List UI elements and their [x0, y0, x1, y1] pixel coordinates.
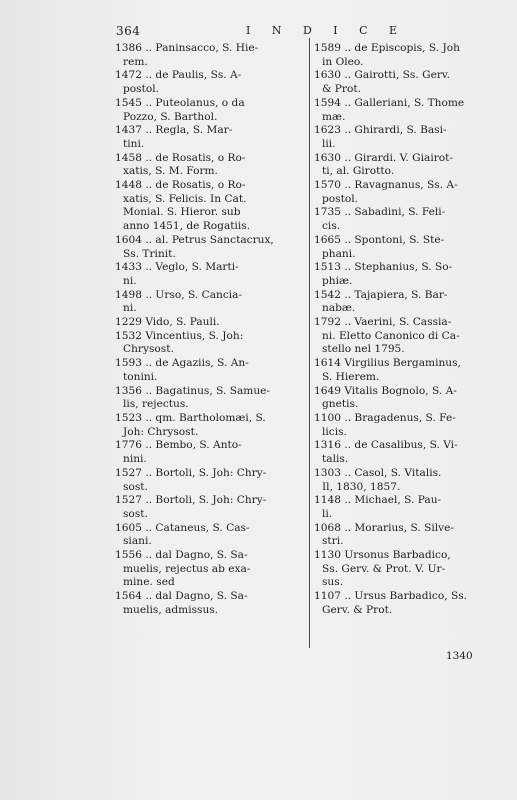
- entry-line: 1148 .. Michael, S. Pau-: [314, 494, 442, 507]
- entry-line: xatis, S. M. Form.: [123, 165, 218, 178]
- index-entry: [115, 549, 306, 590]
- entry-line: muelis, rejectus ab exa-: [123, 562, 251, 575]
- index-entry: [115, 439, 306, 466]
- entry-line: muelis, admissus.: [123, 603, 219, 616]
- index-entry: [115, 522, 306, 549]
- index-entry: [115, 289, 306, 316]
- entry-line: & Prot.: [322, 83, 361, 96]
- entry-line: 1630 .. Gairotti, Ss. Gerv.: [314, 69, 450, 82]
- index-entry: [314, 316, 494, 357]
- index-entry: [115, 234, 306, 261]
- entry-line: 1458 .. de Rosatis, o Ro-: [115, 151, 246, 164]
- left-column: [115, 42, 306, 618]
- index-entry: [314, 234, 494, 261]
- page-number: 364: [116, 24, 141, 38]
- entry-line: S. Hierem.: [322, 370, 380, 383]
- index-entry: [314, 590, 494, 617]
- entry-line: 1303 .. Casol, S. Vitalis.: [314, 466, 442, 479]
- entry-line: sost.: [123, 507, 148, 520]
- index-entry: [115, 494, 306, 521]
- entry-line: 1623 .. Ghirardi, S. Basi-: [314, 124, 447, 137]
- right-column: [314, 42, 494, 618]
- entry-line: ni.: [123, 302, 137, 315]
- entry-line: 1433 .. Veglo, S. Marti-: [115, 261, 239, 274]
- index-entry: [115, 69, 306, 96]
- entry-line: cis.: [322, 220, 341, 233]
- entry-line: 1448 .. de Rosatis, o Ro-: [115, 179, 246, 192]
- index-entry: [314, 467, 494, 494]
- index-entry: [314, 152, 494, 179]
- entry-line: 1523 .. qm. Bartholomæi, S.: [115, 411, 266, 424]
- index-entry: [115, 412, 306, 439]
- entry-line: Joh: Chrysost.: [123, 425, 199, 438]
- entry-line: Ss. Trinit.: [123, 247, 176, 260]
- index-entry: [115, 385, 306, 412]
- index-entry: [314, 69, 494, 96]
- entry-line: li.: [322, 507, 333, 520]
- entry-line: ni.: [123, 274, 137, 287]
- entry-line: 1735 .. Sabadini, S. Feli-: [314, 206, 446, 219]
- entry-line: stri.: [322, 535, 344, 548]
- entry-line: postol.: [322, 192, 358, 205]
- entry-line: 1593 .. de Agaziis, S. An-: [115, 357, 249, 370]
- entry-line: 1356 .. Bagatinus, S. Samue-: [115, 384, 270, 397]
- entry-line: 1130 Ursonus Barbadico,: [314, 549, 451, 562]
- entry-line: postol.: [123, 83, 159, 96]
- entry-line: tini.: [123, 137, 145, 150]
- entry-line: 1604 .. al. Petrus Sanctacrux,: [115, 233, 274, 246]
- index-entry: [115, 124, 306, 151]
- entry-line: 1614 Virgilius Bergaminus,: [314, 357, 461, 370]
- entry-line: siani.: [123, 535, 152, 548]
- entry-line: 1792 .. Vaerini, S. Cassia-: [314, 316, 452, 329]
- entry-line: 1386 .. Paninsacco, S. Hie-: [115, 42, 259, 54]
- entry-line: lis, rejectus.: [123, 398, 189, 411]
- entry-line: 1564 .. dal Dagno, S. Sa-: [115, 590, 248, 603]
- index-entry: [115, 97, 306, 124]
- index-entry: [115, 179, 306, 234]
- index-entry: [314, 439, 494, 466]
- entry-line: sost.: [123, 480, 148, 493]
- index-entry: [115, 42, 306, 69]
- index-entry: [314, 412, 494, 439]
- index-entry: [314, 357, 494, 384]
- entry-line: licis.: [322, 425, 347, 438]
- index-entry: [314, 289, 494, 316]
- entry-line: rem.: [123, 55, 148, 68]
- entry-line: 1665 .. Spontoni, S. Ste-: [314, 233, 445, 246]
- entry-line: in Oleo.: [322, 55, 364, 68]
- index-entry: [115, 152, 306, 179]
- entry-line: ti, al. Girotto.: [322, 165, 395, 178]
- entry-line: lii.: [322, 137, 336, 150]
- entry-line: phani.: [322, 247, 356, 260]
- entry-line: Gerv. & Prot.: [322, 603, 393, 616]
- entry-line: Il, 1830, 1857.: [322, 480, 401, 493]
- entry-line: 1630 .. Girardi. V. Giairot-: [314, 151, 453, 164]
- entry-line: 1570 .. Ravagnanus, Ss. A-: [314, 179, 458, 192]
- column-divider: [309, 38, 310, 648]
- entry-line: 1776 .. Bembo, S. Anto-: [115, 439, 242, 452]
- index-entry: [314, 97, 494, 124]
- index-entry: [115, 316, 306, 330]
- index-entry: [314, 42, 494, 69]
- entry-line: Monial. S. Hieror. sub: [123, 206, 241, 219]
- entry-line: nabæ.: [322, 302, 356, 315]
- index-entry: [115, 467, 306, 494]
- entry-line: mine. sed: [123, 576, 175, 589]
- entry-line: ni. Eletto Canonico di Ca-: [322, 329, 460, 342]
- entry-line: nini.: [123, 453, 147, 466]
- index-entry: [115, 261, 306, 288]
- entry-line: 1437 .. Regla, S. Mar-: [115, 124, 233, 137]
- entry-line: anno 1451, de Rogatiis.: [123, 220, 251, 233]
- index-entry: [115, 330, 306, 357]
- entry-line: gnetis.: [322, 398, 359, 411]
- entry-line: 1527 .. Bortoli, S. Joh: Chry-: [115, 466, 267, 479]
- entry-line: 1545 .. Puteolanus, o da: [115, 96, 245, 109]
- index-entry: [314, 206, 494, 233]
- entry-line: stello nel 1795.: [322, 343, 405, 356]
- entry-line: 1513 .. Stephanius, S. So-: [314, 261, 453, 274]
- entry-line: 1472 .. de Paulis, Ss. A-: [115, 69, 242, 82]
- entry-line: 1594 .. Galleriani, S. Thome: [314, 96, 465, 109]
- entry-line: Chrysost.: [123, 343, 174, 356]
- entry-line: 1100 .. Bragadenus, S. Fe-: [314, 411, 456, 424]
- entry-line: 1589 .. de Episcopis, S. Joh: [314, 42, 460, 54]
- index-entry: [314, 124, 494, 151]
- entry-line: 1316 .. de Casalibus, S. Vi-: [314, 439, 458, 452]
- running-title: I N D I C E: [246, 24, 407, 37]
- entry-line: Pozzo, S. Barthol.: [123, 110, 218, 123]
- index-entry: [115, 590, 306, 617]
- index-entry: [314, 549, 494, 590]
- index-entry: [314, 385, 494, 412]
- index-entry: [115, 357, 306, 384]
- entry-line: 1649 Vitalis Bognolo, S. A-: [314, 384, 457, 397]
- entry-line: 1068 .. Morarius, S. Silve-: [314, 521, 454, 534]
- index-entry: [314, 522, 494, 549]
- entry-line: xatis, S. Felicis. In Cat.: [123, 192, 247, 205]
- entry-line: 1107 .. Ursus Barbadico, Ss.: [314, 590, 468, 603]
- entry-line: Ss. Gerv. & Prot. V. Ur-: [322, 562, 446, 575]
- entry-line: 1605 .. Cataneus, S. Cas-: [115, 521, 250, 534]
- entry-line: sus.: [322, 576, 344, 589]
- index-entry: [314, 179, 494, 206]
- entry-line: 1527 .. Bortoli, S. Joh: Chry-: [115, 494, 267, 507]
- index-entry: [314, 494, 494, 521]
- entry-line: 1498 .. Urso, S. Cancia-: [115, 288, 243, 301]
- entry-line: 1556 .. dal Dagno, S. Sa-: [115, 549, 248, 562]
- catchword: 1340: [446, 650, 473, 662]
- entry-line: phiæ.: [322, 274, 353, 287]
- entry-line: talis.: [322, 453, 349, 466]
- index-entry: [314, 261, 494, 288]
- entry-line: mæ.: [322, 110, 346, 123]
- entry-line: 1542 .. Tajapiera, S. Bar-: [314, 288, 448, 301]
- entry-line: tonini.: [123, 370, 158, 383]
- entry-line: 1229 Vido, S. Pauli.: [115, 316, 220, 329]
- entry-line: 1532 Vincentius, S. Joh:: [115, 329, 244, 342]
